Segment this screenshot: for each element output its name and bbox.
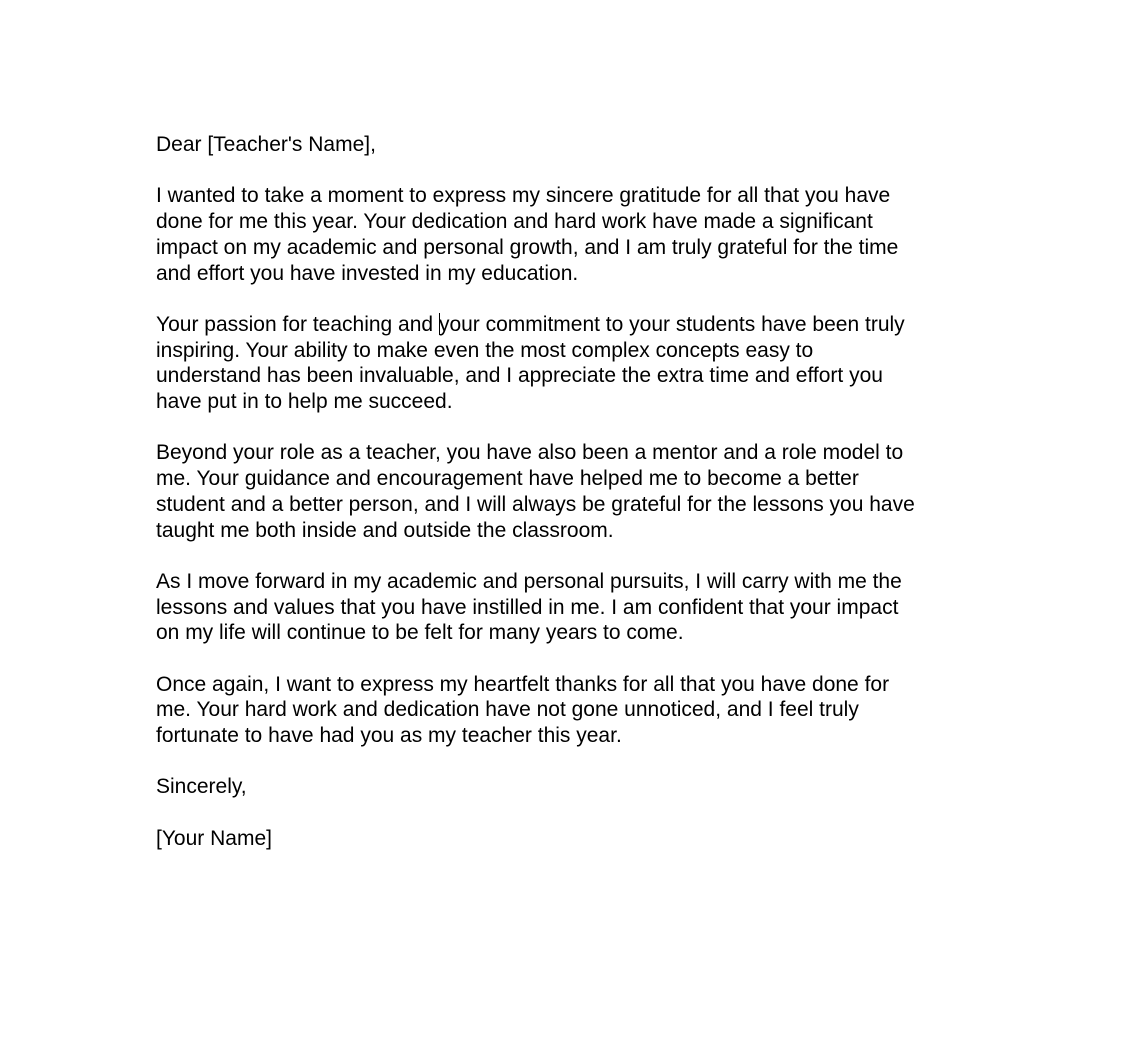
- paragraph-line: inspiring. Your ability to make even the most complex concepts easy to: [156, 338, 814, 362]
- paragraph-line: Beyond your role as a teacher, you have also been a mentor and a role model to: [156, 441, 904, 465]
- paragraph-line: student and a better person, and I will always be grateful for the lessons you have: [156, 492, 915, 516]
- paragraph-5: [156, 672, 971, 749]
- paragraph-4: [156, 569, 971, 646]
- paragraph-line: on my life will continue to be felt for many years to come.: [156, 621, 684, 645]
- paragraph-line: understand has been invaluable, and I appreciate the extra time and effort you: [156, 364, 883, 388]
- paragraph-line: done for me this year. Your dedication and hard work have made a significant: [156, 210, 873, 234]
- paragraph-line: fortunate to have had you as my teacher this year.: [156, 724, 622, 748]
- paragraph-line: taught me both inside and outside the classroom.: [156, 518, 614, 542]
- paragraph-1: [156, 183, 971, 286]
- paragraph-line: me. Your hard work and dedication have not gone unnoticed, and I feel truly: [156, 698, 859, 722]
- paragraph-line: impact on my academic and personal growth, and I am truly grateful for the time: [156, 235, 899, 259]
- paragraph-3: [156, 440, 971, 543]
- paragraph-line: I wanted to take a moment to express my sincere gratitude for all that you have: [156, 184, 891, 208]
- paragraph-line: lessons and values that you have instilled in me. I am confident that your impact: [156, 595, 899, 619]
- paragraph-line: have put in to help me succeed.: [156, 390, 453, 413]
- paragraph-line: me. Your guidance and encouragement have helped me to become a better: [156, 467, 859, 491]
- paragraph-line-segment: Your passion for teaching and: [156, 312, 439, 336]
- letter-body[interactable]: [156, 132, 971, 877]
- closing: Sincerely,: [156, 775, 247, 799]
- signature: [Your Name]: [156, 826, 272, 850]
- paragraph-line: Once again, I want to express my heartfelt thanks for all that you have done for: [156, 672, 890, 696]
- paragraph-2: [156, 312, 971, 415]
- paragraph-line: [156, 312, 971, 338]
- salutation: Dear [Teacher's Name],: [156, 133, 376, 156]
- paragraph-line-segment: your commitment to your students have been truly: [438, 312, 905, 336]
- paragraph-line: and effort you have invested in my education.: [156, 261, 579, 285]
- paragraph-line: As I move forward in my academic and personal pursuits, I will carry with me the: [156, 569, 902, 593]
